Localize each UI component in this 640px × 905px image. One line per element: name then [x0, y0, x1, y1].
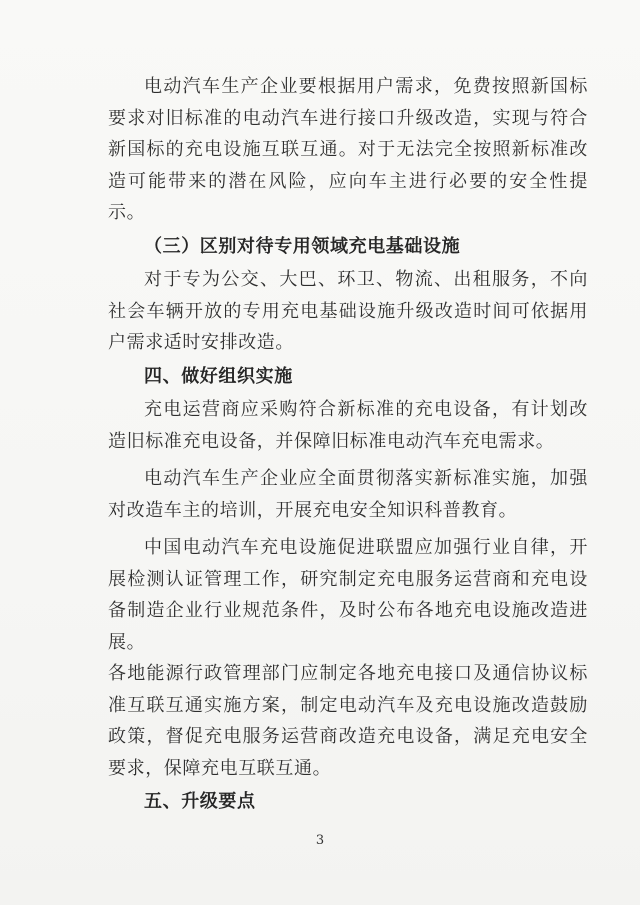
document-body	[108, 71, 588, 818]
paragraph-charging-alliance: 中国电动汽车充电设施促进联盟应加强行业自律，开展检测认证管理工作，研究制定充电服务运营商和充电设备制造企业行业规范条件，及时公布各地充电设施改造进展。	[108, 537, 588, 653]
paragraph-ev-manufacturer-training: 电动汽车生产企业应全面贯彻落实新标准实施，加强对改造车主的培训，开展充电安全知识科普教育。	[108, 468, 588, 521]
section-heading-special-purpose: （三）区别对待专用领域充电基础设施	[144, 235, 461, 257]
page-number: 3	[315, 833, 325, 848]
paragraph-local-energy-departments: 各地能源行政管理部门应制定各地充电接口及通信协议标准互联互通实施方案，制定电动汽车及充电设施改造鼓励政策，督促充电服务运营商改造充电设备，满足充电安全要求，保障充电互联互通。	[108, 663, 588, 779]
section-heading-organization: 四、做好组织实施	[144, 365, 293, 387]
paragraph-ev-manufacturer-upgrade: 电动汽车生产企业要根据用户需求，免费按照新国标要求对旧标准的电动汽车进行接口升级改造，实现与符合新国标的充电设施互联互通。对于无法完全按照新标准改造可能带来的潜在风险，应向车主进行必要的安全性提示。	[108, 76, 588, 223]
paragraph-special-purpose-facilities: 对于专为公交、大巴、环卫、物流、出租服务，不向社会车辆开放的专用充电基础设施升级改造时间可依据用户需求适时安排改造。	[108, 269, 588, 353]
paragraph-charging-operators: 充电运营商应采购符合新标准的充电设备，有计划改造旧标准充电设备，并保障旧标准电动汽车充电需求。	[108, 399, 588, 452]
section-heading-upgrade-points: 五、升级要点	[144, 791, 256, 812]
